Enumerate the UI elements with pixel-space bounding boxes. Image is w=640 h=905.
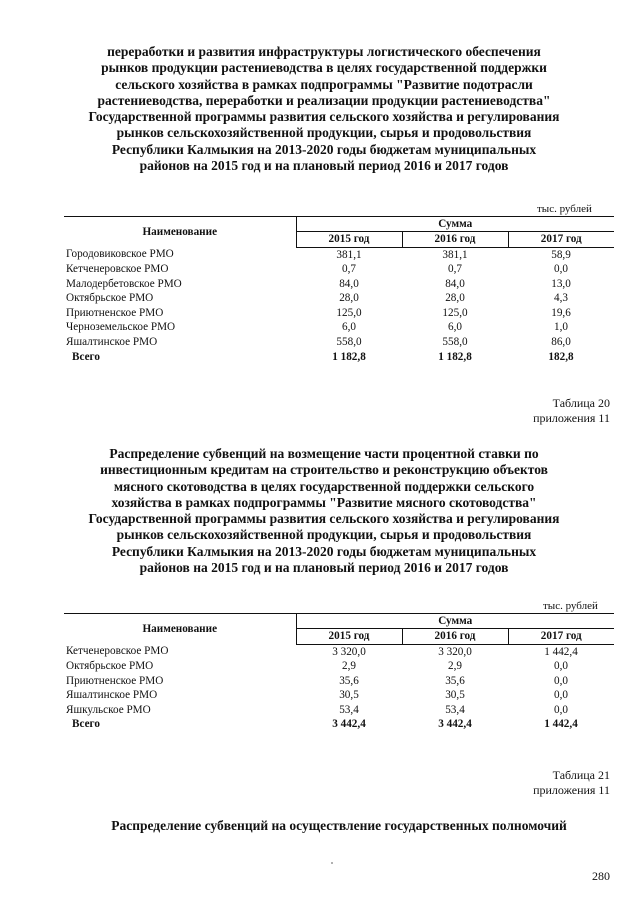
section3-heading: Распределение субвенций на осуществление государственных полномочий — [111, 818, 567, 833]
row-value-2015: 0,7 — [342, 263, 356, 276]
row-name: Кетченеровское РМО — [66, 645, 169, 658]
row-value-2015: 6,0 — [342, 321, 356, 334]
row-value-2016: 30,5 — [445, 689, 465, 702]
header-year: 2017 год — [508, 629, 614, 644]
heading-line: районов на 2015 год и на плановый период 2016 и 2017 годов — [139, 560, 509, 576]
row-value-2015: 53,4 — [339, 703, 359, 716]
table-row — [64, 291, 614, 306]
table-total-row — [64, 717, 614, 732]
row-value-2017: 58,9 — [551, 248, 571, 261]
total-label: Всего — [72, 350, 100, 363]
table-row — [64, 659, 614, 674]
row-name: Яшалтинское РМО — [66, 336, 158, 349]
total-value-2016: 1 182,8 — [438, 350, 472, 363]
row-value-2015: 3 320,0 — [332, 645, 366, 658]
header-sum: Сумма — [296, 614, 614, 629]
section2-units: тыс. рублей — [543, 600, 598, 612]
table-row — [64, 306, 614, 321]
row-value-2016: 2,9 — [448, 660, 462, 673]
row-value-2017: 13,0 — [551, 277, 571, 290]
row-name: Кетченеровское РМО — [66, 263, 169, 276]
row-value-2016: 6,0 — [448, 321, 462, 334]
header-year: 2015 год — [296, 629, 402, 644]
table20-caption — [533, 396, 610, 426]
scan-speck — [331, 862, 333, 864]
total-label: Всего — [72, 718, 100, 731]
section1-heading — [64, 44, 584, 174]
row-value-2016: 125,0 — [442, 306, 468, 319]
table-total-row — [64, 350, 614, 365]
row-value-2016: 0,7 — [448, 263, 462, 276]
row-name: Приютненское РМО — [66, 674, 164, 687]
row-name: Яшалтинское РМО — [66, 689, 158, 702]
heading-line: хозяйства в рамках подпрограммы "Развитие мясного скотоводства" — [111, 494, 537, 510]
heading-line: сельского хозяйства в рамках подпрограммы "Развитие подотрасли — [115, 76, 533, 92]
heading-line: мясного скотоводства в целях государственной поддержки сельского — [113, 478, 535, 494]
row-name: Октябрьское РМО — [66, 292, 154, 305]
caption-table-number: Таблица 21 — [552, 768, 610, 782]
heading-line: Республики Калмыкия на 2013-2020 годы бюджетам муниципальных — [111, 543, 537, 559]
heading-line: рынков сельскохозяйственной продукции, сырья и продовольствия — [116, 527, 532, 543]
table-row — [64, 335, 614, 350]
row-value-2016: 53,4 — [445, 703, 465, 716]
total-value-2015: 3 442,4 — [332, 718, 366, 731]
heading-line: растениеводства, переработки и реализации продукции растениеводства" — [97, 92, 551, 108]
table-row — [64, 320, 614, 335]
table-row — [64, 262, 614, 277]
header-year: 2016 год — [402, 629, 508, 644]
row-value-2016: 35,6 — [445, 674, 465, 687]
row-value-2016: 558,0 — [442, 336, 468, 349]
heading-line: рынков сельскохозяйственной продукции, сырья и продовольствия — [116, 125, 532, 141]
row-value-2017: 86,0 — [551, 336, 571, 349]
table21-caption — [533, 768, 610, 798]
table-row — [64, 703, 614, 718]
table-row — [64, 247, 614, 262]
row-name: Городовиковское РМО — [66, 248, 174, 261]
row-value-2015: 30,5 — [339, 689, 359, 702]
section2-heading — [64, 446, 584, 576]
row-value-2017: 0,0 — [554, 703, 568, 716]
row-name: Октябрьское РМО — [66, 660, 154, 673]
row-value-2017: 1 442,4 — [544, 645, 578, 658]
row-value-2015: 2,9 — [342, 660, 356, 673]
row-value-2016: 3 320,0 — [438, 645, 472, 658]
caption-table-number: Таблица 20 — [552, 396, 610, 410]
heading-line: Государственной программы развития сельского хозяйства и регулирования — [88, 511, 560, 527]
total-value-2017: 182,8 — [548, 350, 574, 363]
row-name: Яшкульское РМО — [66, 703, 151, 716]
row-value-2015: 28,0 — [339, 292, 359, 305]
total-value-2016: 3 442,4 — [438, 718, 472, 731]
heading-line: переработки и развития инфраструктуры логистического обеспечения — [107, 44, 541, 59]
row-value-2015: 125,0 — [336, 306, 362, 319]
row-value-2016: 84,0 — [445, 277, 465, 290]
row-value-2017: 1,0 — [554, 321, 568, 334]
row-value-2017: 19,6 — [551, 306, 571, 319]
row-name: Черноземельское РМО — [66, 321, 176, 334]
caption-appendix: приложения 11 — [533, 783, 610, 797]
header-name: Наименование — [64, 614, 296, 645]
row-value-2016: 28,0 — [445, 292, 465, 305]
table-row — [64, 688, 614, 703]
heading-line: Республики Калмыкия на 2013-2020 годы бюджетам муниципальных — [111, 141, 537, 157]
row-value-2017: 0,0 — [554, 689, 568, 702]
row-value-2015: 558,0 — [336, 336, 362, 349]
heading-line: рынков продукции растениеводства в целях государственной поддержки — [101, 60, 547, 76]
row-value-2017: 0,0 — [554, 674, 568, 687]
row-value-2016: 381,1 — [442, 248, 468, 261]
header-year: 2015 год — [296, 232, 402, 247]
heading-line: инвестиционным кредитам на строительство и реконструкцию объектов — [100, 462, 548, 478]
row-value-2015: 84,0 — [339, 277, 359, 290]
section1-units: тыс. рублей — [537, 203, 592, 215]
row-name: Малодербетовское РМО — [66, 277, 182, 290]
table-row — [64, 277, 614, 292]
row-value-2017: 0,0 — [554, 263, 568, 276]
caption-appendix: приложения 11 — [533, 411, 610, 425]
section2-table — [64, 613, 614, 732]
row-value-2017: 0,0 — [554, 660, 568, 673]
section1-table — [64, 216, 614, 364]
total-value-2015: 1 182,8 — [332, 350, 366, 363]
row-value-2015: 35,6 — [339, 674, 359, 687]
heading-line: Распределение субвенций на возмещение части процентной ставки по — [109, 446, 539, 461]
total-value-2017: 1 442,4 — [544, 718, 578, 731]
row-name: Приютненское РМО — [66, 306, 164, 319]
row-value-2015: 381,1 — [336, 248, 362, 261]
header-sum: Сумма — [296, 217, 614, 232]
page-number: 280 — [592, 869, 610, 883]
header-year: 2017 год — [508, 232, 614, 247]
table-row — [64, 674, 614, 689]
table-row — [64, 644, 614, 659]
heading-line: Государственной программы развития сельского хозяйства и регулирования — [88, 109, 560, 125]
header-name: Наименование — [64, 217, 296, 248]
header-year: 2016 год — [402, 232, 508, 247]
row-value-2017: 4,3 — [554, 292, 568, 305]
heading-line: районов на 2015 год и на плановый период 2016 и 2017 годов — [139, 158, 509, 174]
